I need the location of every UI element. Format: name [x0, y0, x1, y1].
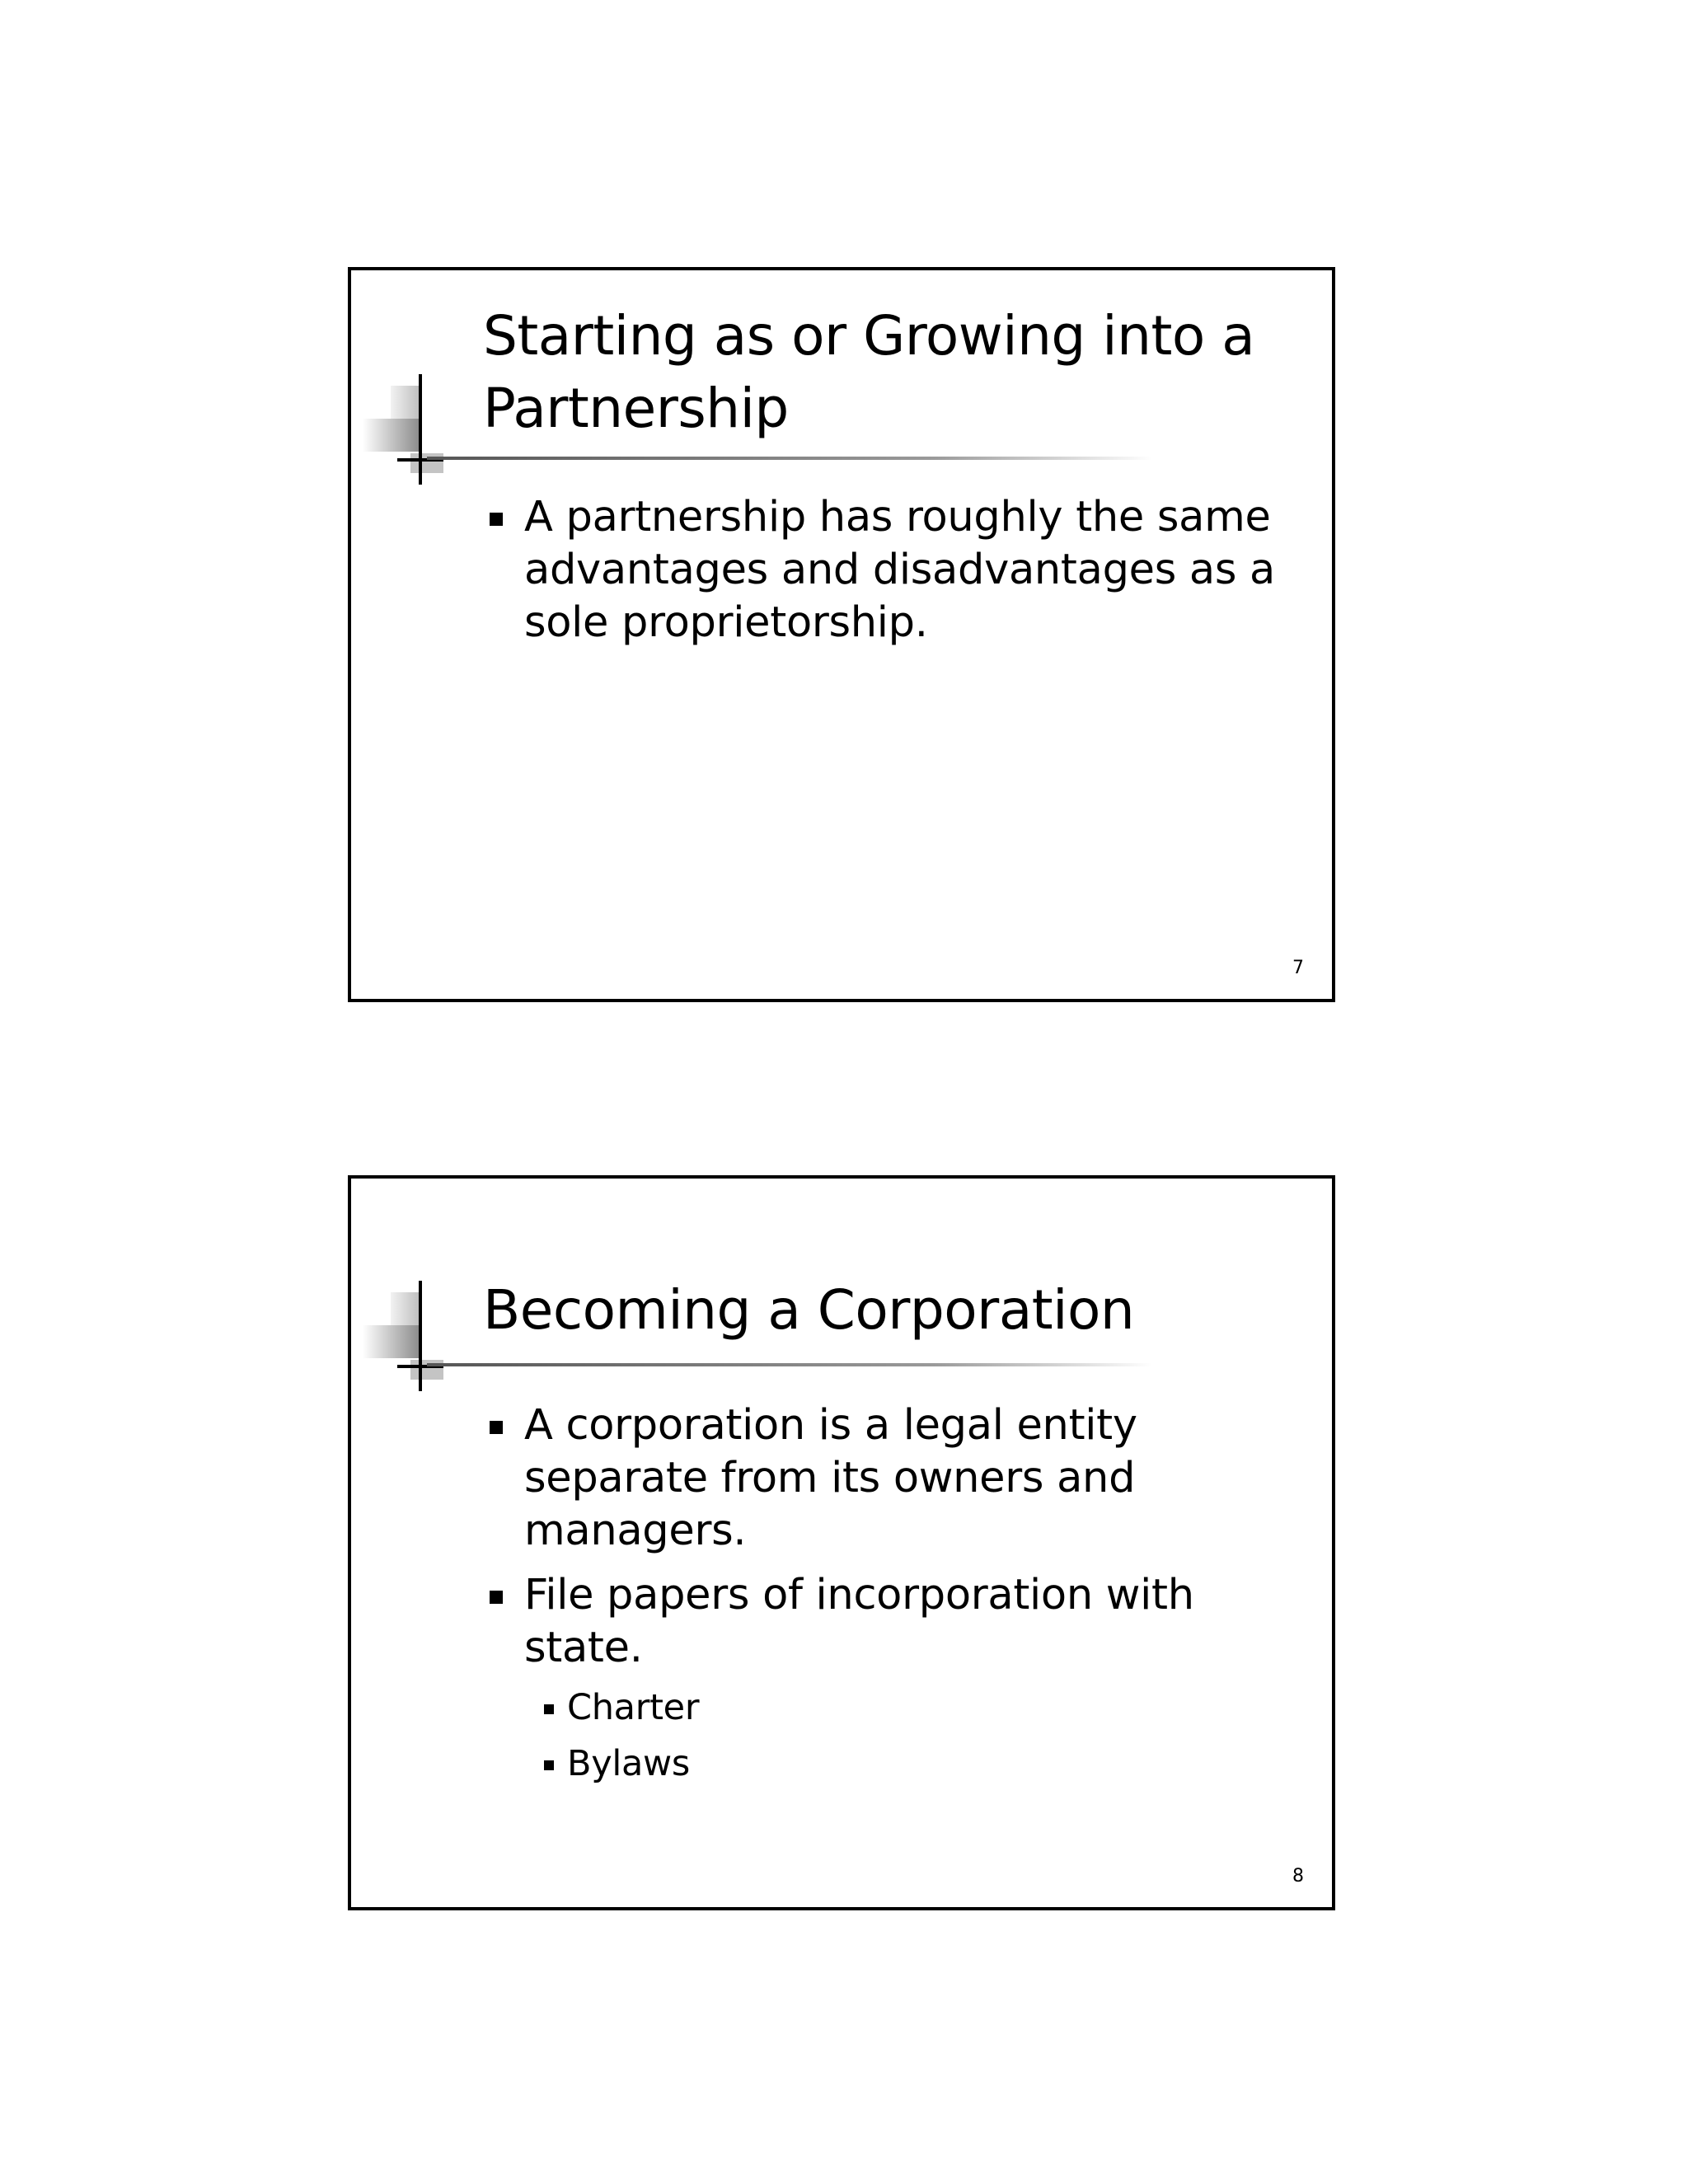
sub-bullet-list [524, 1680, 1307, 1792]
square-bullet-icon [490, 1591, 503, 1604]
slide-title: Starting as or Growing into a Partnership [483, 304, 1255, 440]
square-bullet-icon [544, 1760, 554, 1770]
square-bullet-icon [544, 1704, 554, 1714]
sub-bullet-text: Charter [567, 1687, 700, 1728]
slide-number: 8 [1292, 1866, 1304, 1886]
bullet-list [483, 1399, 1307, 1803]
square-bullet-icon [490, 1421, 503, 1434]
list-item [483, 1399, 1307, 1558]
bullet-text: A corporation is a legal entity separate from its owners and managers. [524, 1401, 1137, 1555]
sub-bullet-text: Bylaws [567, 1743, 691, 1784]
list-item [483, 1569, 1307, 1792]
bullet-list [483, 491, 1307, 661]
sub-list-item [524, 1680, 1307, 1736]
bullet-text: File papers of incorporation with state. [524, 1571, 1194, 1672]
sub-list-item [524, 1736, 1307, 1792]
square-bullet-icon [490, 513, 503, 526]
list-item [483, 491, 1307, 649]
slide-7 [348, 267, 1335, 1002]
slide-title: Becoming a Corporation [483, 1278, 1135, 1342]
slide-number: 7 [1292, 958, 1304, 978]
bullet-text: A partnership has roughly the same advantages and disadvantages as a sole proprietorship. [524, 493, 1275, 647]
slide-8 [348, 1175, 1335, 1910]
